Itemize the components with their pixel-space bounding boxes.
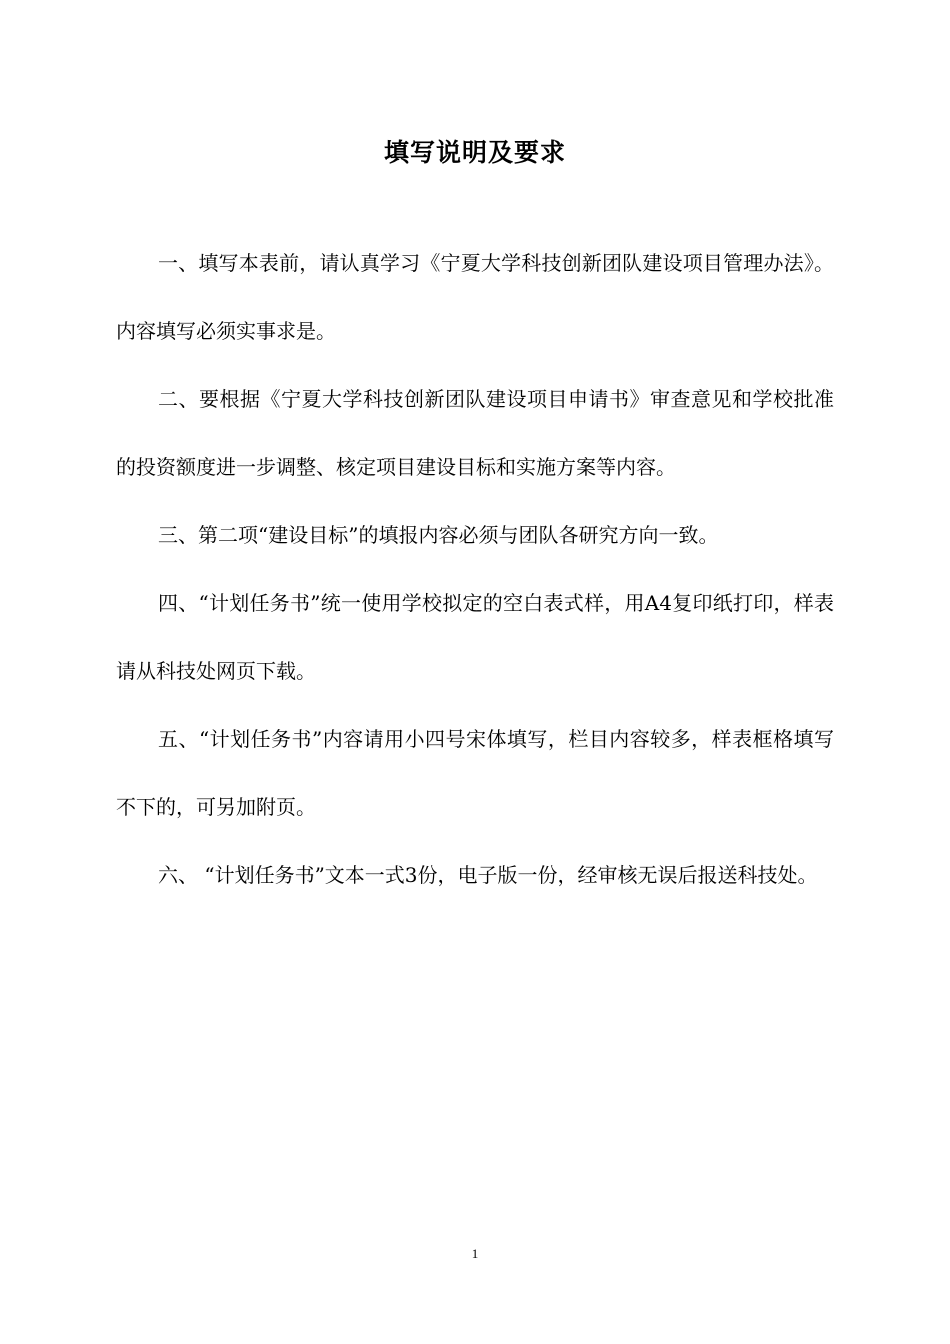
instruction-paragraph-2: 二、要根据《宁夏大学科技创新团队建设项目申请书》审查意见和学校批准的投资额度进一步调整、核定项目建设目标和实施方案等内容。	[116, 387, 834, 479]
instruction-paragraph-4: 四、“计划任务书”统一使用学校拟定的空白表式样，用A4复印纸打印，样表请从科技处网页下载。	[116, 591, 834, 683]
instruction-paragraph-1: 一、填写本表前，请认真学习《宁夏大学科技创新团队建设项目管理办法》。内容填写必须实事求是。	[116, 251, 834, 343]
instruction-paragraph-5: 五、“计划任务书”内容请用小四号宋体填写，栏目内容较多，样表框格填写不下的，可另加附页。	[116, 727, 834, 819]
instructions-body	[116, 229, 834, 909]
page-title: 填写说明及要求	[383, 138, 566, 167]
instruction-paragraph-3: 三、第二项“建设目标”的填报内容必须与团队各研究方向一致。	[158, 523, 719, 547]
page-number: 1	[471, 1246, 479, 1261]
instruction-paragraph-6: 六、 “计划任务书”文本一式3份，电子版一份，经审核无误后报送科技处。	[158, 863, 818, 887]
